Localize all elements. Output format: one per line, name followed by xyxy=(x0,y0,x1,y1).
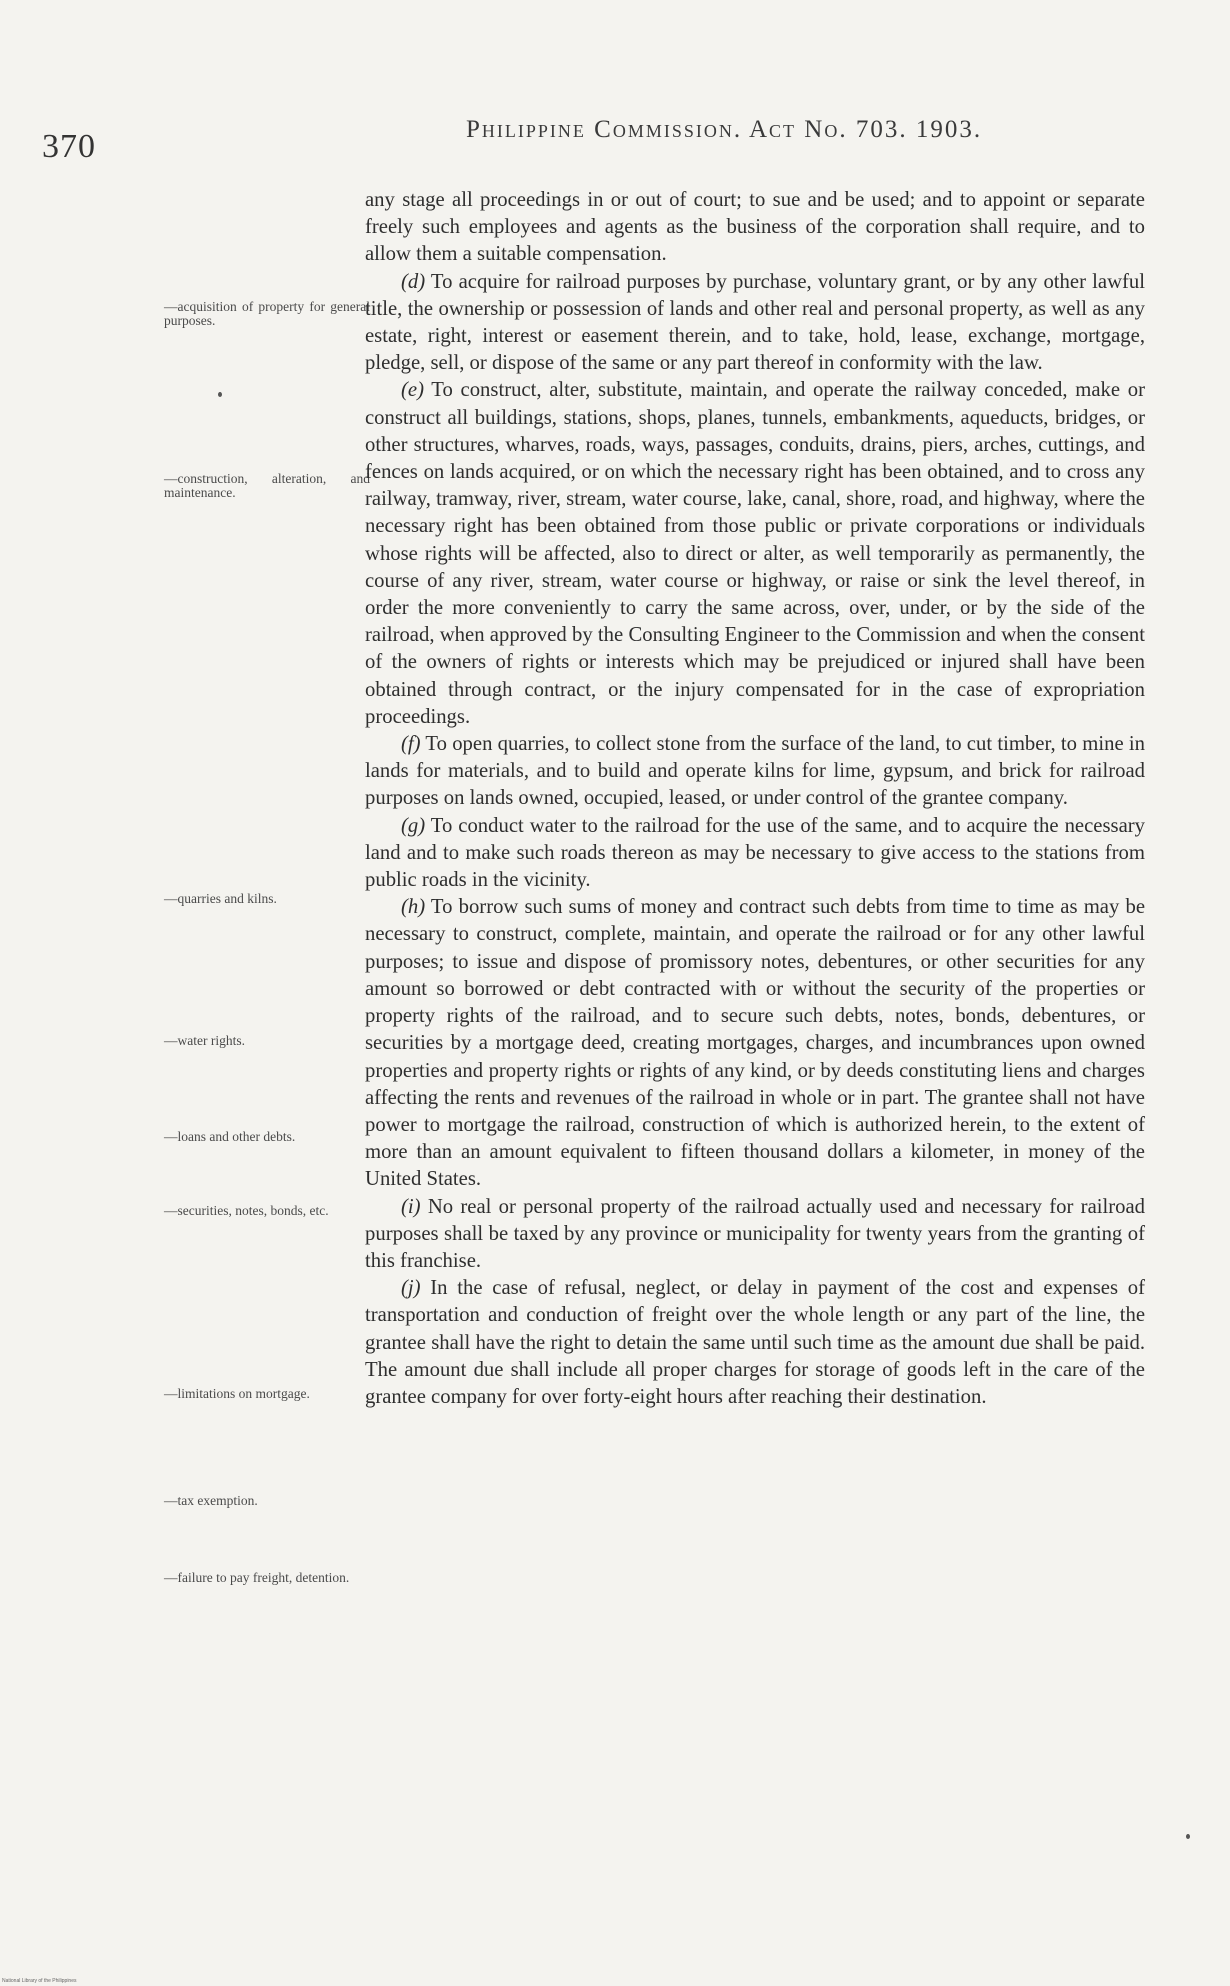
margin-note-quarries: —quarries and kilns. xyxy=(164,891,277,906)
paragraph-text: In the case of refusal, neglect, or delay in payment of the cost and expenses of transportation and conduction of freight over the whole length or any part of the line, the grantee shall have the right to detain the same until such time as the amount due shall be paid. The amount due shall include all proper charges for storage of goods left in the care of the grantee company for over forty-eight hours after reaching their destination. xyxy=(365,1277,1146,1408)
paragraph-text: To construct, alter, substitute, maintain, and operate the railway conceded, make or construct all buildings, stations, shops, planes, tunnels, embankments, aqueducts, bridges, or other structures, wharves, roads, ways, passages, conduits, drains, piers, arches, cuttings, and fences on lands acquired, or on which the necessary right has been obtained, and to cross any railway, tramway, river, stream, water course, lake, canal, shore, road, and highway, where the necessary right has been obtained from those public or private corporations or individuals whose rights will be affected, also to direct or alter, as well temporarily as permanently, the course of any river, stream, water course or highway, or raise or sink the level thereof, in order the more conveniently to carry the same across, over, under, or by the side of the railroad, when approved by the Consulting Engineer to the Commission and when the consent of the owners of rights or interests which may be prejudiced or injured shall have been obtained through contract, or the injury compensated for in the case of expropriation proceedings. xyxy=(365,379,1145,728)
speck-mark xyxy=(218,392,222,397)
paragraph-f xyxy=(365,731,1145,813)
paragraph-i xyxy=(365,1194,1145,1276)
paragraph-label: (j) xyxy=(401,1277,421,1300)
paragraph-e xyxy=(365,377,1145,731)
paragraph-continued xyxy=(365,187,1145,269)
paragraph-text: To borrow such sums of money and contract such debts from time to time as may be necessary to construct, complete, maintain, and operate the railroad or for any other lawful purposes; to issue and dispose of promissory notes, debentures, or other securities for any amount so borrowed or debt contracted with or without the security of the properties or property rights of the railroad, and to secure such debts, notes, bonds, debentures, or securities by a mortgage deed, creating mortgages, charges, and incumbrances upon owned properties and property rights or rights of any kind, or by deeds constituting liens and charges affecting the rents and revenues of the railroad in whole or in part. The grantee shall not have power to mortgage the railroad, construction of which is authorized herein, to the extent of more than an amount equivalent to fifteen thousand dollars a kilometer, in money of the United States. xyxy=(365,896,1145,1191)
paragraph-label: (g) xyxy=(401,814,426,837)
paragraph-label: (h) xyxy=(401,896,426,919)
margin-note-limitations: —limitations on mortgage. xyxy=(164,1386,310,1401)
body-text xyxy=(365,187,1145,1411)
paragraph-text: To open quarries, to collect stone from the surface of the land, to cut timber, to mine in lands for materials, and to build and operate kilns for lime, gypsum, and brick for railroad purposes on lands owned, occupied, leased, or under control of the grantee company. xyxy=(365,733,1145,810)
footer-credit: National Library of the Philippines xyxy=(2,1978,77,1984)
paragraph-j xyxy=(365,1275,1145,1411)
paragraph-d xyxy=(365,269,1145,378)
paragraph-text: To conduct water to the railroad for the use of the same, and to acquire the necessary land and to make such roads thereon as may be necessary to give access to the stations from public roads in the vicinity. xyxy=(365,814,1145,892)
paragraph-text: any stage all proceedings in or out of court; to sue and be used; and to appoint or separate freely such employees and agents as the business of the corporation shall require, and to allow them a suitable compensation. xyxy=(365,189,1145,266)
paragraph-label: (f) xyxy=(401,733,421,756)
margin-note-construction: —construction, alteration, and maintenance. xyxy=(164,471,370,500)
margin-note-acquisition: —acquisition of property for general purposes. xyxy=(164,299,370,328)
running-head: Philippine Commission. Act No. 703. 1903. xyxy=(466,116,983,143)
margin-note-securities: —securities, notes, bonds, etc. xyxy=(164,1203,329,1218)
paragraph-label: (i) xyxy=(401,1195,421,1218)
paragraph-g xyxy=(365,813,1145,895)
speck-mark xyxy=(1186,1834,1190,1839)
margin-note-tax-exemption: —tax exemption. xyxy=(164,1493,258,1508)
paragraph-h xyxy=(365,894,1145,1193)
paragraph-label: (e) xyxy=(401,379,424,402)
paragraph-text: To acquire for railroad purposes by purchase, voluntary grant, or by any other lawful title, the ownership or possession of lands and other real and personal property, as well as any estate, right, interest or easement therein, and to take, hold, lease, exchange, mortgage, pledge, sell, or dispose of the same or any part thereof in conformity with the law. xyxy=(365,270,1145,375)
page-number: 370 xyxy=(42,128,96,165)
paragraph-text: No real or personal property of the railroad actually used and necessary for railroad purposes shall be taxed by any province or municipality for twenty years from the granting of this franchise. xyxy=(365,1195,1146,1272)
margin-note-loans: —loans and other debts. xyxy=(164,1129,296,1144)
margin-note-water-rights: —water rights. xyxy=(164,1033,245,1048)
paragraph-label: (d) xyxy=(401,270,426,293)
margin-note-failure-to-pay: —failure to pay freight, detention. xyxy=(164,1570,350,1585)
